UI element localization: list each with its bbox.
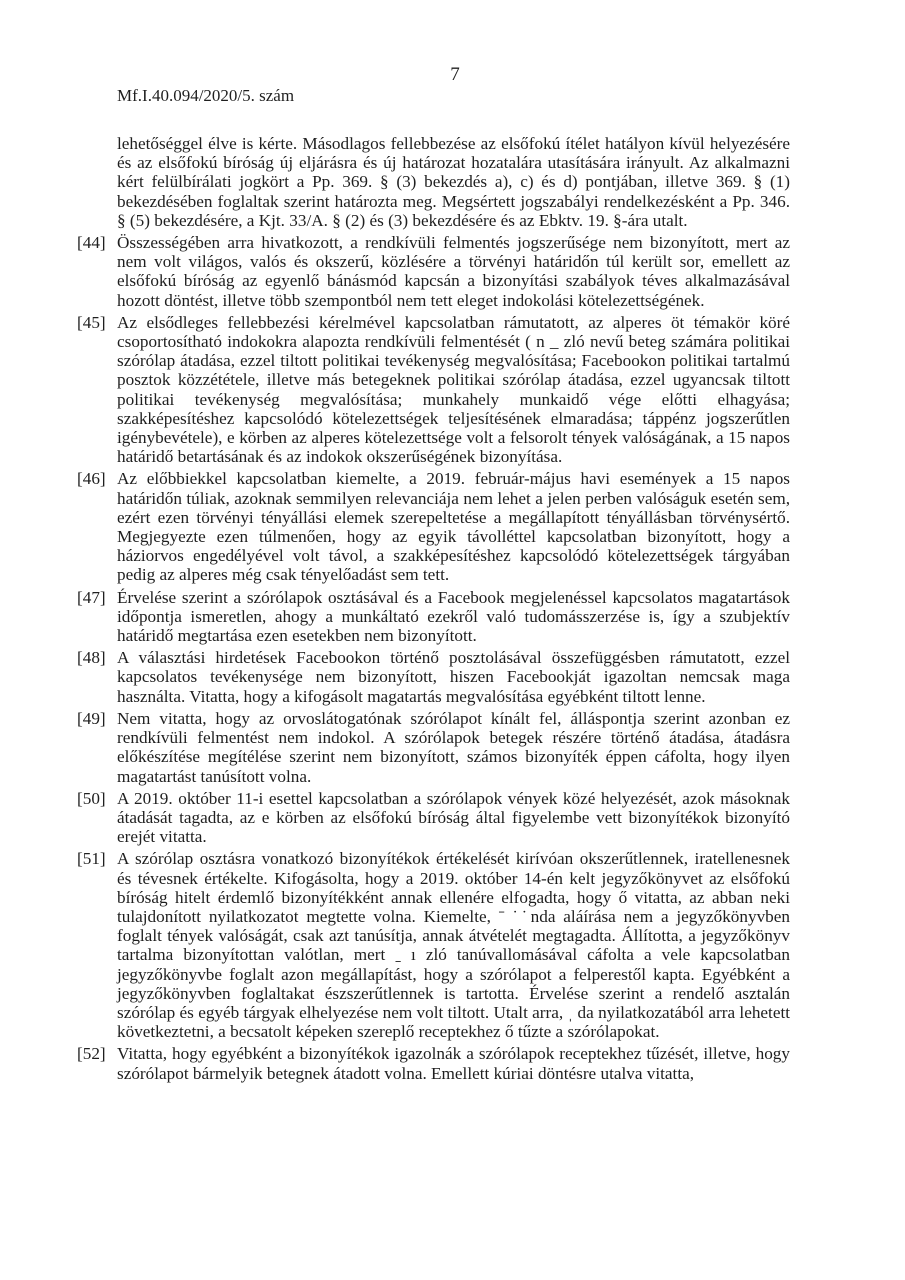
paragraph-number: [44] — [77, 233, 106, 253]
paragraph-text: Vitatta, hogy egyébként a bizonyítékok igazolnák a szórólapok receptekhez tűzését, illetve, hogy szórólapot bármelyik betegnek átadott volna. Emellett kúriai döntésre utalva vitatta, — [117, 1044, 790, 1083]
paragraph-number: [45] — [77, 312, 106, 332]
paragraph-text: Az előbbiekkel kapcsolatban kiemelte, a 2019. február-május havi események a 15 napos határidőn túliak, azoknak semmilyen relevanciája nem lehet a jelen perben valóságuk esetén sem, ezért ezen törvényi tényállási elemek szerepeltetése a megállapított tényállásban törvénysértő. Megjegyezte ezen túlmenően, hogy az egyik távolléttel kapcsolatban bizonyított, hogy a háziorvos engedélyével volt távol, a szakképesítéshez kapcsolódó kötelezettségek tárgyában pedig az alperes még csak tényelőadást sem tett. — [117, 469, 790, 585]
paragraph-49 — [77, 709, 790, 786]
paragraph-50 — [77, 789, 790, 847]
paragraph-text: A szórólap osztásra vonatkozó bizonyítékok értékelését kirívóan okszerűtlennek, iratellenesnek és tévesnek értékelte. Kifogásolta, hogy a 2019. október 14-én kelt jegyzőkönyvet az elsőfokú bíróság hitelt érdemlő bizonyítékként annak ellenére elfogadta, hogy ő vitatta, az abban neki tulajdonított nyilatkozatot megtette volna. Kiemelte, ˉ ˙˙nda aláírása nem a jegyzőkönyvben foglalt tények valóságát, csak azt tanúsítja, annak átvételét megtagadta. Állította, a jegyzőkönyv tartalma bizonyítottan valótlan, mert ˍ ı zló tanúvallomásával cáfolta a vele kapcsolatban jegyzőkönyvbe foglalt azon megállapítást, hogy a szórólapot a felperestől kapta. Egyébként a jegyzőkönyvben foglaltakat észszerűtlennek is tartotta. Érvelése szerint a rendelő asztalán szórólap és egyéb tárgyak elhelyezése nem volt tiltott. Utalt arra, ˌ da nyilatkozatából arra lehetett következtetni, a becsatolt képeken szereplő receptekhez ő tűzte a szórólapokat. — [117, 849, 790, 1042]
paragraph-47 — [77, 588, 790, 646]
paragraph-text: Nem vitatta, hogy az orvoslátogatónak szórólapot kínált fel, álláspontja szerint azonban ez rendkívüli felmentést nem indokol. A szórólapok betegek részére történő átadása, átadásra előkészítése megítélése szerint nem bizonyított, számos bizonyíték éppen cáfolta, hogy ilyen magatartást tanúsított volna. — [117, 708, 790, 786]
intro-paragraph: lehetőséggel élve is kérte. Másodlagos fellebbezése az elsőfokú ítélet hatályon kívül helyezésére és az elsőfokú bíróság új eljárásra és új határozat hozatalára utasítására irányult. Az alkalmazni kért felülbírálati jogkört a Pp. 369. § (3) bekezdés a), c) és d) pontjában, illetve 369. § (1) bekezdésében foglaltak szerint határozta meg. Megsértett jogszabályi rendelkezésként a Pp. 346. § (5) bekezdésére, a Kjt. 33/A. § (2) és (3) bekezdésére és az Ebktv. 19. §-ára utalt. — [117, 134, 790, 230]
paragraph-51 — [77, 849, 790, 1041]
paragraph-text: Összességében arra hivatkozott, a rendkívüli felmentés jogszerűsége nem bizonyított, mert az nem volt világos, valós és okszerű, közlésére a törvényi határidőn túl került sor, emellett az elsőfokú bíróság az egyenlő bánásmód kapcsán a bizonyítási szabályok téves alkalmazásával hozott döntést, illetve több szempontból nem tett eleget indokolási kötelezettségének. — [117, 233, 790, 310]
paragraph-46 — [77, 469, 790, 584]
paragraph-text: Az elsődleges fellebbezési kérelmével kapcsolatban rámutatott, az alperes öt témakör köré csoportosítható indokokra alapozta rendkívüli felmentését ( n _ zló nevű beteg számára politikai szórólap átadása, ezzel tiltott politikai tevékenység megvalósítása; Facebookon politikai tartalmú posztok közzététele, illetve más betegeknek politikai szórólap átadása, ezzel ugyancsak tiltott politikai tevékenység megvalósítása; munkahely munkaidő vége előtti elhagyása; szakképesítéshez kapcsolódó kötelezettségek teljesítésének elmaradása; táppénz jogszerűtlen igénybevétele), e körben az alperes kötelezettsége volt a felsorolt tények valóságának, a 15 napos határidő betartásának és az indokok okszerűségének bizonyítása. — [117, 312, 790, 467]
document-body — [77, 134, 790, 1086]
paragraph-number: [48] — [77, 648, 106, 668]
paragraph-number: [52] — [77, 1044, 106, 1064]
paragraph-44 — [77, 233, 790, 310]
paragraph-number: [51] — [77, 849, 106, 869]
paragraph-number: [47] — [77, 587, 106, 607]
paragraph-text: A választási hirdetések Facebookon történő posztolásával összefüggésben rámutatott, ezzel kapcsolatos tevékenysége nem bizonyított, hiszen Facebookját igazoltan nemcsak maga használta. Vitatta, hogy a kifogásolt magatartás megvalósítása egyébként tiltott lenne. — [117, 648, 790, 706]
paragraph-number: [46] — [77, 469, 106, 489]
paragraph-45 — [77, 313, 790, 467]
paragraph-number: [49] — [77, 708, 106, 728]
paragraph-48 — [77, 648, 790, 706]
document-reference: Mf.I.40.094/2020/5. szám — [117, 86, 295, 105]
paragraph-number: [50] — [77, 788, 106, 808]
page-number: 7 — [450, 64, 460, 85]
paragraph-text: Érvelése szerint a szórólapok osztásával és a Facebook megjelenéssel kapcsolatos magatartások időpontja ismeretlen, ahogy a munkáltató ezekről való tudomásszerzése is, így a szubjektív határidő megtartása ezen esetekben nem bizonyított. — [117, 587, 790, 646]
paragraph-52 — [77, 1044, 790, 1082]
paragraph-text: A 2019. október 11-i esettel kapcsolatban a szórólapok vények közé helyezését, azok másoknak átadását tagadta, az e körben az elsőfokú bíróság által figyelembe vett bizonyítékok bizonyító erejét vitatta. — [117, 788, 790, 847]
